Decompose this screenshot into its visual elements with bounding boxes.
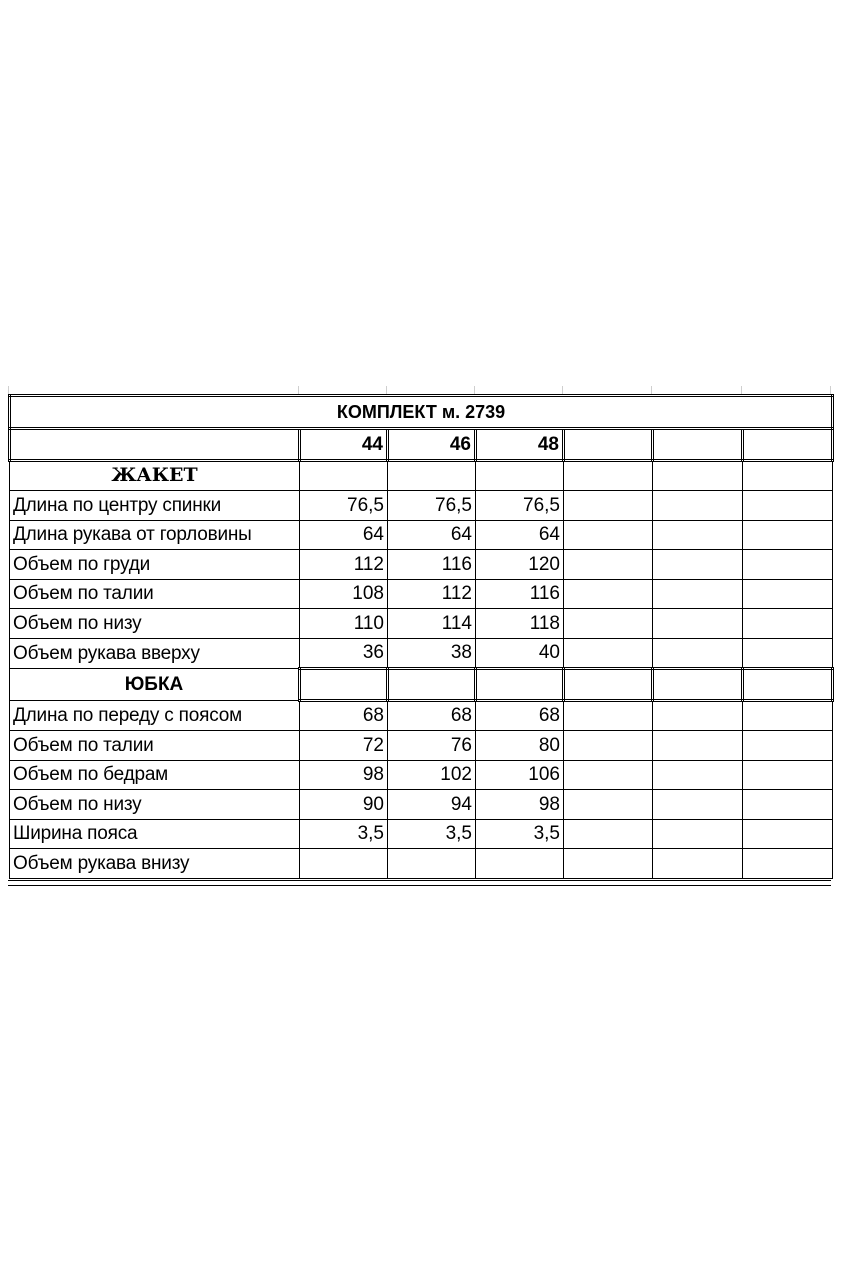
empty-cell [476,669,564,701]
measurement-value: 102 [388,760,476,790]
empty-cell [564,460,653,491]
empty-cell [653,520,743,550]
sheet-top-edge [8,386,831,394]
measurement-label: Длина рукава от горловины [10,520,300,550]
measurement-value: 76 [388,731,476,761]
empty-cell [300,460,388,491]
empty-cell [653,760,743,790]
empty-cell [743,579,833,609]
size-table [8,394,834,879]
empty-cell [564,609,653,639]
measurement-value: 3,5 [300,819,388,849]
measurement-value: 64 [300,520,388,550]
empty-cell [743,790,833,820]
empty-cell [653,460,743,491]
measurement-value: 64 [388,520,476,550]
empty-cell [653,550,743,580]
measurement-value: 120 [476,550,564,580]
empty-cell [653,638,743,669]
table-title: КОМПЛЕКТ м. 2739 [10,396,833,429]
measurement-value: 3,5 [388,819,476,849]
measurement-value: 40 [476,638,564,669]
empty-cell [743,638,833,669]
measurement-label: Объем рукава внизу [10,849,300,879]
measurement-label: Ширина пояса [10,819,300,849]
table-row [10,579,833,609]
empty-cell [564,700,653,731]
table-row [10,491,833,521]
size-header-cell [653,429,743,461]
table-row [10,760,833,790]
measurement-value [388,849,476,879]
size-header-cell [743,429,833,461]
measurement-label: Длина по центру спинки [10,491,300,521]
measurement-value [300,849,388,879]
empty-cell [743,849,833,879]
empty-cell [564,790,653,820]
empty-cell [564,520,653,550]
empty-cell [476,460,564,491]
empty-cell [564,491,653,521]
measurement-value: 72 [300,731,388,761]
empty-cell [653,819,743,849]
empty-cell [564,579,653,609]
measurement-value: 110 [300,609,388,639]
empty-cell [743,819,833,849]
empty-cell [564,550,653,580]
table-row [10,849,833,879]
measurement-value: 68 [300,700,388,731]
table-row [10,638,833,669]
measurement-label: Объем по низу [10,609,300,639]
measurement-value: 76,5 [300,491,388,521]
size-header-cell: 48 [476,429,564,461]
table-row [10,790,833,820]
empty-cell [564,760,653,790]
table-row [10,731,833,761]
measurement-value: 36 [300,638,388,669]
size-chart [8,394,831,879]
measurement-value: 116 [388,550,476,580]
empty-cell [300,669,388,701]
measurement-value: 112 [388,579,476,609]
size-header-cell: 46 [388,429,476,461]
measurement-value: 116 [476,579,564,609]
empty-cell [388,460,476,491]
measurement-value: 68 [388,700,476,731]
empty-cell [653,609,743,639]
measurement-label: Объем по груди [10,550,300,580]
measurement-value: 98 [300,760,388,790]
measurement-value: 112 [300,550,388,580]
empty-cell [564,819,653,849]
empty-cell [743,731,833,761]
measurement-value: 3,5 [476,819,564,849]
section-header-row [10,460,833,491]
empty-cell [743,609,833,639]
size-header-cell [564,429,653,461]
measurement-value: 118 [476,609,564,639]
measurement-value: 108 [300,579,388,609]
measurement-value: 80 [476,731,564,761]
size-header-cell: 44 [300,429,388,461]
empty-cell [653,579,743,609]
empty-cell [653,790,743,820]
empty-cell [743,550,833,580]
measurement-value: 68 [476,700,564,731]
empty-cell [564,638,653,669]
measurement-value: 114 [388,609,476,639]
measurement-value: 76,5 [388,491,476,521]
empty-cell [564,731,653,761]
measurement-label: Длина по переду с поясом [10,700,300,731]
measurement-value [476,849,564,879]
empty-cell [743,520,833,550]
empty-cell [743,760,833,790]
section-heading: ЖАКЕТ [10,460,300,491]
measurement-value: 38 [388,638,476,669]
table-row [10,700,833,731]
empty-cell [743,669,833,701]
empty-cell [564,669,653,701]
measurement-label: Объем по низу [10,790,300,820]
empty-cell [653,491,743,521]
table-row [10,609,833,639]
empty-cell [653,731,743,761]
measurement-label: Объем по талии [10,731,300,761]
empty-cell [743,460,833,491]
measurement-label: Объем по бедрам [10,760,300,790]
sizes-row [10,429,833,461]
measurement-value: 90 [300,790,388,820]
measurement-value: 76,5 [476,491,564,521]
title-row [10,396,833,429]
empty-cell [564,849,653,879]
measurement-value: 94 [388,790,476,820]
measurement-value: 98 [476,790,564,820]
sizes-corner-cell [10,429,300,461]
measurement-label: Объем по талии [10,579,300,609]
table-row [10,819,833,849]
empty-cell [743,700,833,731]
empty-cell [653,669,743,701]
measurement-label: Объем рукава вверху [10,638,300,669]
table-row [10,550,833,580]
measurement-value: 64 [476,520,564,550]
measurement-value: 106 [476,760,564,790]
empty-cell [653,849,743,879]
empty-cell [388,669,476,701]
section-header-row [10,669,833,701]
sheet-bottom-edge [8,880,831,886]
empty-cell [653,700,743,731]
table-row [10,520,833,550]
empty-cell [743,491,833,521]
section-heading: ЮБКА [10,669,300,701]
